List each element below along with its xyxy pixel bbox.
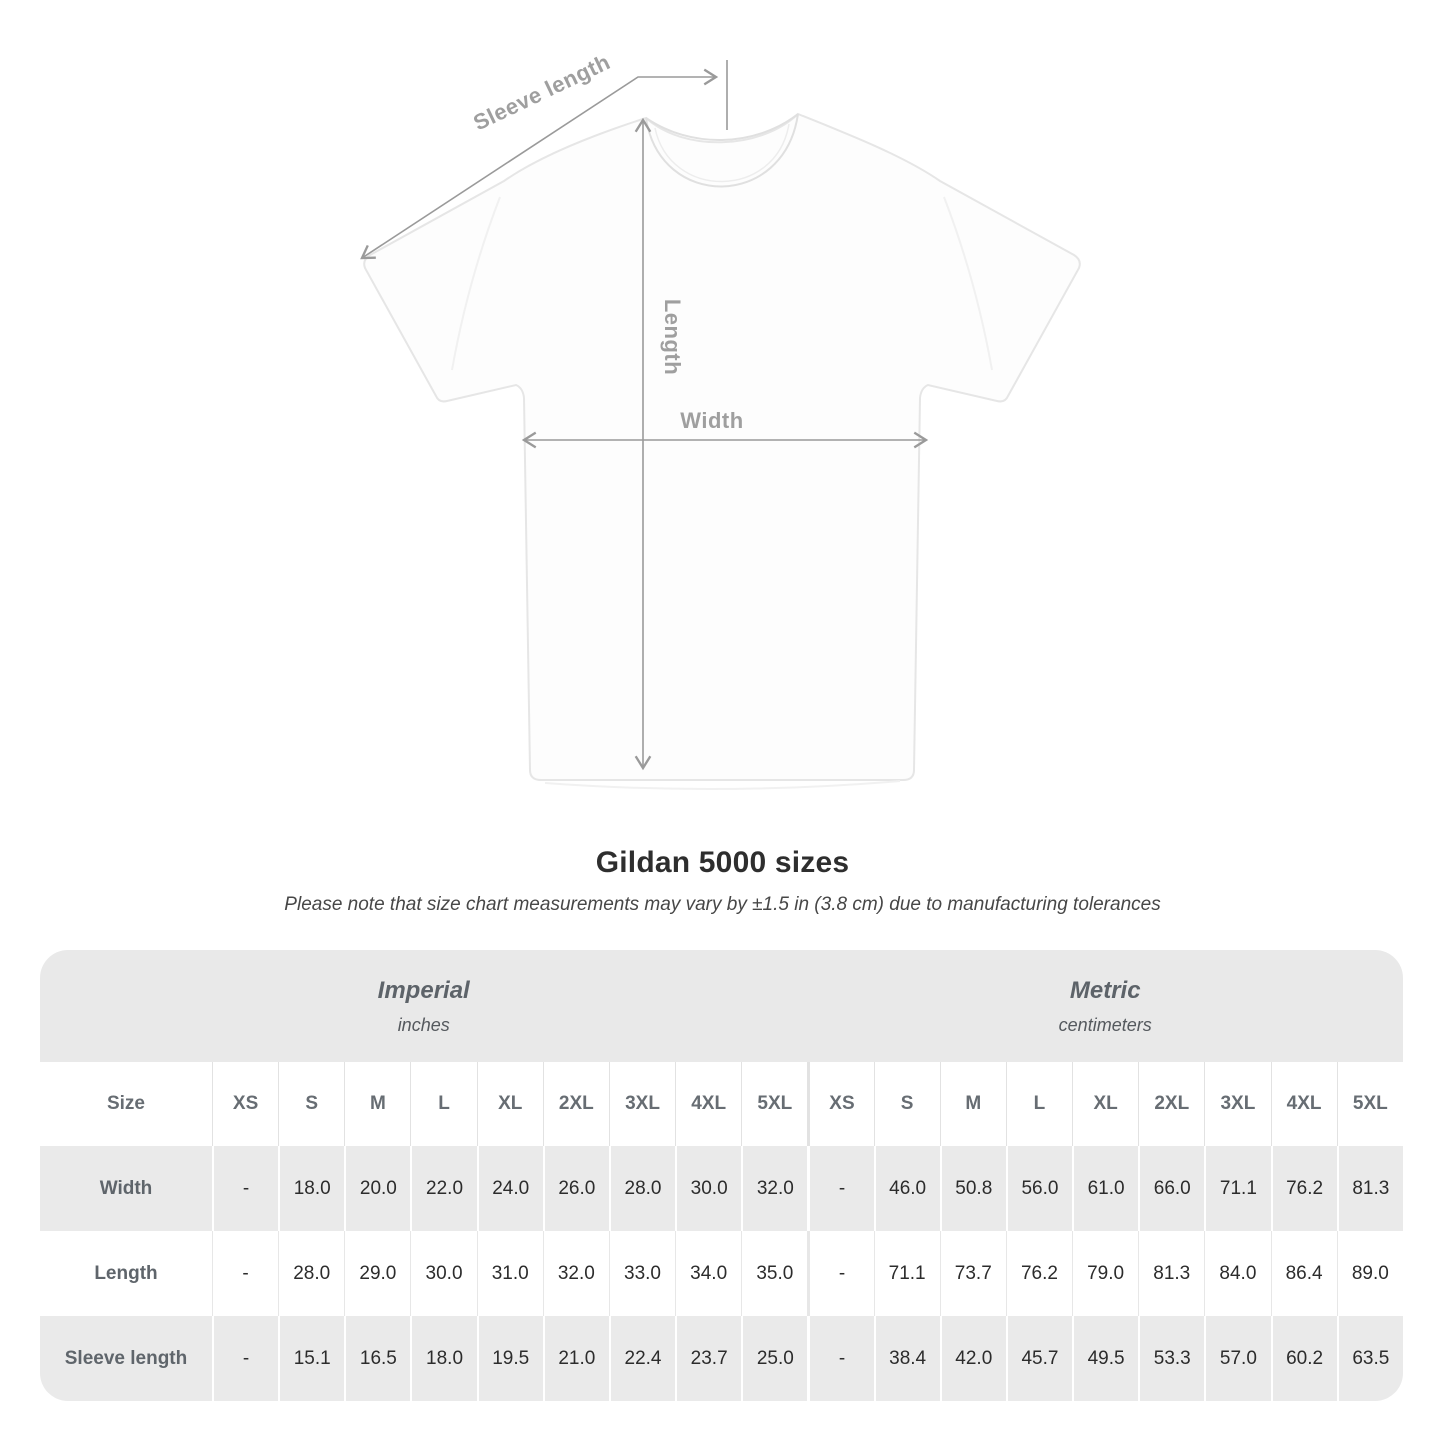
cell-width-imperial-3xl: 28.0 [609, 1146, 675, 1231]
col-header-metric-m: M [940, 1062, 1006, 1146]
cell-width-imperial-xs: - [212, 1146, 278, 1231]
col-header-metric-2xl: 2XL [1138, 1062, 1204, 1146]
column-header-row [40, 1062, 1403, 1146]
cell-width-metric-l: 56.0 [1006, 1146, 1072, 1231]
cell-length-imperial-4xl: 34.0 [675, 1231, 741, 1316]
col-header-metric-l: L [1006, 1062, 1072, 1146]
col-header-imperial-l: L [410, 1062, 476, 1146]
cell-sleeve-length-metric-5xl: 63.5 [1337, 1316, 1403, 1401]
cell-length-metric-3xl: 84.0 [1204, 1231, 1270, 1316]
cell-sleeve-length-metric-3xl: 57.0 [1204, 1316, 1270, 1401]
cell-width-imperial-xl: 24.0 [477, 1146, 543, 1231]
cell-sleeve-length-imperial-xl: 19.5 [477, 1316, 543, 1401]
cell-sleeve-length-metric-4xl: 60.2 [1271, 1316, 1337, 1401]
cell-sleeve-length-metric-s: 38.4 [874, 1316, 940, 1401]
cell-length-imperial-xs: - [212, 1231, 278, 1316]
cell-width-imperial-s: 18.0 [278, 1146, 344, 1231]
metric-group-unit: centimeters [1058, 1014, 1152, 1035]
cell-width-metric-xl: 61.0 [1072, 1146, 1138, 1231]
cell-width-metric-2xl: 66.0 [1138, 1146, 1204, 1231]
row-label-width: Width [40, 1146, 212, 1231]
cell-length-metric-xs: - [807, 1231, 873, 1316]
col-header-imperial-4xl: 4XL [675, 1062, 741, 1146]
cell-width-imperial-2xl: 26.0 [543, 1146, 609, 1231]
cell-width-metric-s: 46.0 [874, 1146, 940, 1231]
cell-length-imperial-3xl: 33.0 [609, 1231, 675, 1316]
table-row-width [40, 1146, 1403, 1231]
cell-width-metric-4xl: 76.2 [1271, 1146, 1337, 1231]
cell-width-imperial-5xl: 32.0 [741, 1146, 807, 1231]
col-header-metric-xl: XL [1072, 1062, 1138, 1146]
col-header-metric-3xl: 3XL [1204, 1062, 1270, 1146]
cell-sleeve-length-metric-m: 42.0 [940, 1316, 1006, 1401]
col-header-metric-4xl: 4XL [1271, 1062, 1337, 1146]
cell-length-imperial-5xl: 35.0 [741, 1231, 807, 1316]
col-header-imperial-5xl: 5XL [741, 1062, 807, 1146]
col-header-metric-xs: XS [807, 1062, 873, 1146]
col-header-metric-5xl: 5XL [1337, 1062, 1403, 1146]
length-label: Length [660, 298, 685, 376]
cell-length-imperial-s: 28.0 [278, 1231, 344, 1316]
measurements-body [40, 1146, 1403, 1401]
sleeve-length-label: Sleeve length [469, 49, 615, 136]
col-header-imperial-3xl: 3XL [609, 1062, 675, 1146]
cell-sleeve-length-metric-2xl: 53.3 [1138, 1316, 1204, 1401]
titles-block [0, 846, 1445, 916]
cell-sleeve-length-imperial-s: 15.1 [278, 1316, 344, 1401]
row-label-length: Length [40, 1231, 212, 1316]
cell-width-imperial-4xl: 30.0 [675, 1146, 741, 1231]
cell-length-metric-m: 73.7 [940, 1231, 1006, 1316]
row-label-sleeve-length: Sleeve length [40, 1316, 212, 1401]
cell-width-metric-m: 50.8 [940, 1146, 1006, 1231]
cell-sleeve-length-imperial-l: 18.0 [410, 1316, 476, 1401]
cell-width-imperial-m: 20.0 [344, 1146, 410, 1231]
cell-sleeve-length-imperial-3xl: 22.4 [609, 1316, 675, 1401]
metric-group-label: Metric [1069, 976, 1141, 1004]
cell-sleeve-length-imperial-2xl: 21.0 [543, 1316, 609, 1401]
cell-width-metric-xs: - [807, 1146, 873, 1231]
tshirt-hem-fold [545, 781, 900, 789]
cell-length-metric-l: 76.2 [1006, 1231, 1072, 1316]
cell-length-metric-s: 71.1 [874, 1231, 940, 1316]
imperial-group-unit: inches [397, 1014, 450, 1035]
size-table [40, 950, 1403, 1401]
cell-width-metric-5xl: 81.3 [1337, 1146, 1403, 1231]
unit-group-row [40, 950, 1403, 1062]
col-header-metric-s: S [874, 1062, 940, 1146]
col-header-imperial-2xl: 2XL [543, 1062, 609, 1146]
cell-length-metric-xl: 79.0 [1072, 1231, 1138, 1316]
cell-length-imperial-l: 30.0 [410, 1231, 476, 1316]
cell-sleeve-length-metric-xs: - [807, 1316, 873, 1401]
page-subtitle: Please note that size chart measurements may vary by ±1.5 in (3.8 cm) due to manufacturing tolerances [284, 894, 1161, 915]
cell-length-metric-5xl: 89.0 [1337, 1231, 1403, 1316]
cell-sleeve-length-imperial-4xl: 23.7 [675, 1316, 741, 1401]
metric-group-header [807, 950, 1403, 1062]
tshirt-outline [364, 114, 1080, 780]
size-column-header: Size [40, 1062, 212, 1146]
table-row-length [40, 1231, 1403, 1316]
cell-length-imperial-m: 29.0 [344, 1231, 410, 1316]
cell-sleeve-length-metric-l: 45.7 [1006, 1316, 1072, 1401]
cell-width-metric-3xl: 71.1 [1204, 1146, 1270, 1231]
width-label: Width [680, 408, 744, 433]
page-title: Gildan 5000 sizes [595, 846, 850, 879]
cell-sleeve-length-imperial-5xl: 25.0 [741, 1316, 807, 1401]
cell-length-imperial-xl: 31.0 [477, 1231, 543, 1316]
col-header-imperial-xl: XL [477, 1062, 543, 1146]
cell-sleeve-length-imperial-xs: - [212, 1316, 278, 1401]
cell-width-imperial-l: 22.0 [410, 1146, 476, 1231]
cell-sleeve-length-imperial-m: 16.5 [344, 1316, 410, 1401]
table-row-sleeve-length [40, 1316, 1403, 1401]
cell-length-metric-4xl: 86.4 [1271, 1231, 1337, 1316]
col-header-imperial-m: M [344, 1062, 410, 1146]
cell-length-metric-2xl: 81.3 [1138, 1231, 1204, 1316]
col-header-imperial-s: S [278, 1062, 344, 1146]
imperial-group-label: Imperial [377, 976, 470, 1004]
cell-sleeve-length-metric-xl: 49.5 [1072, 1316, 1138, 1401]
cell-length-imperial-2xl: 32.0 [543, 1231, 609, 1316]
col-header-imperial-xs: XS [212, 1062, 278, 1146]
imperial-group-header [40, 950, 807, 1062]
